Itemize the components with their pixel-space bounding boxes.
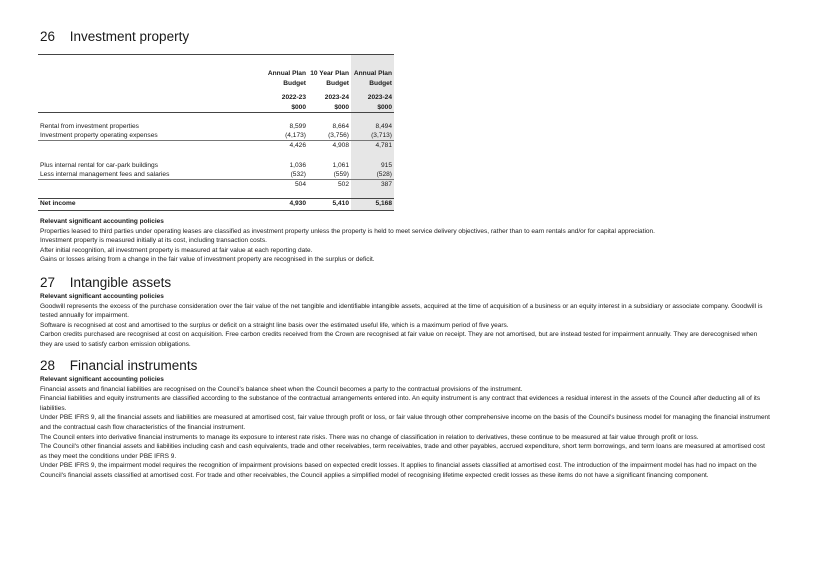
row-value: 8,599: [289, 123, 306, 130]
row-value: 1,036: [289, 162, 306, 169]
policy-paragraph: Properties leased to third parties under operating leases are classified as investment property unless the property is held to meet service delivery objectives, rather than to earn rentals and/or for capital appreciation.: [40, 227, 655, 235]
row-value: (532): [290, 171, 306, 178]
policy-paragraph: Under PBE IFRS 9, the impairment model requires the recognition of impairment provisions based on expected credit losses. It applies to financial assets classified at amortised cost. The introduction of the impairment model has had no impact on the Council's financial assets classified at amortised cost. For trade and other receivables, the Council applies a simplified model of recognising lifetime expected credit losses as these items do not have a significant financing component.: [40, 462, 757, 479]
net-income-value: 5,410: [332, 200, 349, 207]
row-value: (559): [333, 171, 349, 178]
section-27-heading: [40, 275, 171, 290]
section-26-heading: [40, 29, 189, 44]
col2-header-line1: 10 Year Plan: [310, 70, 349, 77]
col3-header-unit: $000: [377, 104, 392, 111]
policy-paragraph: Financial assets and financial liabilities are recognised on the Council's balance sheet when the Council becomes a party to the contractual provisions of the instrument.: [40, 385, 523, 393]
policy-paragraph: After initial recognition, all investment property is measured at fair value at each reporting date.: [40, 246, 313, 254]
net-income-value: 4,930: [289, 200, 306, 207]
policy-paragraph: Gains or losses arising from a change in the fair value of investment property are recognised in the surplus or deficit.: [40, 256, 375, 264]
row-value: 915: [380, 162, 392, 169]
policy-paragraph: Investment property is measured initially at its cost, including transaction costs.: [40, 237, 267, 245]
policy-paragraph: Financial liabilities and equity instruments are classified according to the substance of the contractual arrangements entered into. An equity instrument is any contract that evidences a residual interest in the assets of the Council after deducting all of its liabilities.: [40, 395, 761, 412]
subtotal-value: 387: [380, 181, 392, 188]
section-28-policies: [40, 375, 770, 481]
subtotal-value: 504: [294, 181, 306, 188]
policies-heading: Relevant significant accounting policies: [40, 293, 164, 300]
col2-header-unit: $000: [334, 104, 349, 111]
subtotal-value: 4,781: [375, 142, 392, 149]
row-value: (3,756): [328, 132, 349, 139]
policies-heading: Relevant significant accounting policies: [40, 218, 164, 225]
policy-paragraph: Carbon credits purchased are recognised at cost on acquisition. Free carbon credits received from the Crown are recognised at fair value on receipt. They are not amortised, but are instead tested for impairment annually. They are derecognised when they are used to satisfy carbon emission obligations.: [40, 331, 758, 348]
policy-paragraph: Goodwill represents the excess of the purchase consideration over the fair value of the net tangible and identifiable intangible assets, acquired at the time of acquisition of a business or an equity interest in a subsidiary or associate company. Goodwill is tested annually for impairment.: [40, 302, 763, 320]
row-label: Investment property operating expenses: [40, 132, 158, 139]
row-label: Plus internal rental for car-park buildings: [40, 162, 159, 169]
row-label: Rental from investment properties: [40, 123, 139, 130]
row-label: Less internal management fees and salaries: [40, 171, 170, 178]
section-title: Investment property: [69, 29, 190, 44]
subtotal-value: 502: [337, 181, 349, 188]
row-value: 1,061: [332, 162, 349, 169]
col1-header-unit: $000: [291, 104, 306, 111]
section-27-policies: [40, 292, 770, 350]
row-value: (3,713): [371, 132, 392, 139]
policy-paragraph: The Council enters into derivative financial instruments to manage its exposure to interest rate risks. There was no change of classification in relation to derivatives, these continue to be measured at fair value through profit or loss.: [40, 433, 699, 441]
subtotal-value: 4,908: [332, 142, 349, 149]
col2-header-year: 2023-24: [324, 94, 349, 101]
row-value: (528): [376, 171, 392, 178]
col3-header-line1: Annual Plan: [353, 70, 392, 77]
section-number: 26: [40, 29, 56, 44]
policy-paragraph: Under PBE IFRS 9, all the financial assets and liabilities are measured at amortised cost, fair value through profit or loss, or fair value through other comprehensive income on the basis of the Council's business model for managing the financial instrument and the contractual cash flow characteristics of the financial instrument.: [40, 414, 770, 431]
col1-header-line1: Annual Plan: [267, 70, 306, 77]
net-income-label: Net income: [40, 200, 76, 207]
section-number: 27: [40, 275, 56, 290]
net-income-value: 5,168: [375, 200, 392, 207]
section-28-heading: [40, 358, 197, 373]
subtotal-value: 4,426: [289, 142, 306, 149]
policy-paragraph: The Council's other financial assets and liabilities including cash and cash equivalents, trade and other receivables, term receivables, trade and other payables, accrued expenditure, short term borrowings, and term loans are measured at amortised cost as they meet the conditions under PBE IFRS 9.: [40, 443, 765, 460]
col2-header-line2: Budget: [326, 80, 349, 87]
row-value: 8,664: [332, 123, 349, 130]
row-value: (4,173): [285, 132, 306, 139]
row-value: 8,494: [375, 123, 392, 130]
col3-header-year: 2023-24: [367, 94, 392, 101]
col1-header-year: 2022-23: [281, 94, 306, 101]
section-title: Financial instruments: [69, 358, 198, 373]
col1-header-line2: Budget: [283, 80, 306, 87]
section-26-policies: [40, 217, 770, 265]
policies-heading: Relevant significant accounting policies: [40, 376, 164, 383]
section-title: Intangible assets: [69, 275, 172, 290]
policy-paragraph: Software is recognised at cost and amortised to the surplus or deficit on a straight line basis over the estimated useful life, which is a maximum period of five years.: [40, 321, 509, 329]
section-number: 28: [40, 358, 56, 373]
col3-header-line2: Budget: [369, 80, 392, 87]
